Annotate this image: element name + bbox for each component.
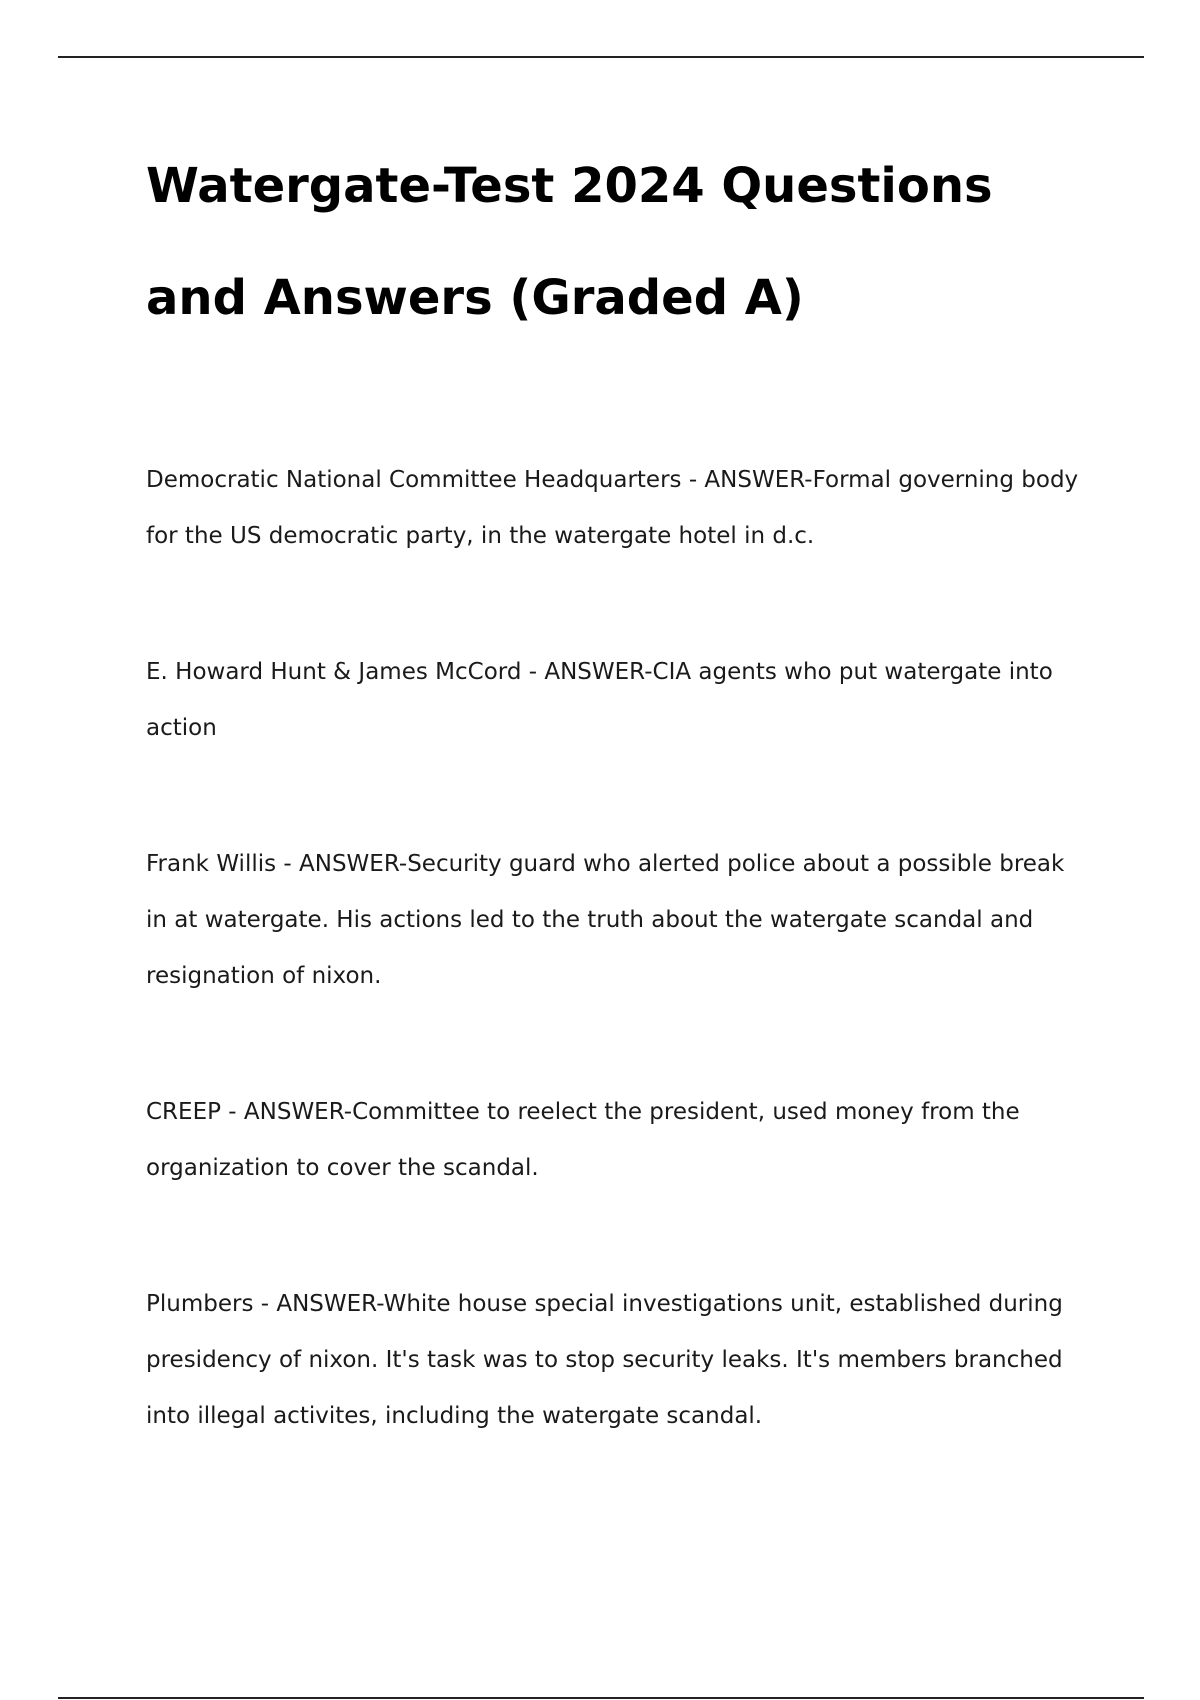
qa-term: Democratic National Committee Headquarters (146, 467, 682, 493)
top-rule (58, 56, 1144, 58)
qa-term: E. Howard Hunt & James McCord (146, 659, 522, 685)
qa-answer: Formal governing body for the US democratic party, in the watergate hotel in d.c. (146, 467, 1079, 549)
document-title: Watergate-Test 2024 Questions and Answers (Graded A) (146, 158, 993, 326)
qa-term: Plumbers (146, 1291, 254, 1317)
qa-answer: White house special investigations unit, established during presidency of nixon. It's task was to stop security leaks. It's members branched into illegal activites, including the watergate scandal. (146, 1291, 1063, 1429)
qa-separator: - ANSWER- (681, 467, 813, 493)
qa-answer: CIA agents who put watergate into action (146, 659, 1053, 741)
qa-separator: - ANSWER- (276, 851, 408, 877)
qa-entry (146, 1276, 1086, 1444)
qa-answer: Committee to reelect the president, used money from the organization to cover the scandal. (146, 1099, 1020, 1181)
qa-list (146, 452, 1086, 1444)
qa-separator: - ANSWER- (220, 1099, 353, 1125)
qa-entry (146, 644, 1086, 756)
qa-entry (146, 1084, 1086, 1196)
document-body (146, 130, 1086, 1524)
qa-entry (146, 452, 1086, 564)
qa-separator: - ANSWER- (521, 659, 653, 685)
qa-term: Frank Willis (146, 851, 277, 877)
qa-entry (146, 836, 1086, 1004)
qa-answer: Security guard who alerted police about a possible break in at watergate. His actions led to the truth about the watergate scandal and resignation of nixon. (146, 851, 1065, 989)
bottom-rule (58, 1697, 1144, 1699)
qa-separator: - ANSWER- (253, 1291, 384, 1317)
qa-term: CREEP (146, 1099, 221, 1125)
